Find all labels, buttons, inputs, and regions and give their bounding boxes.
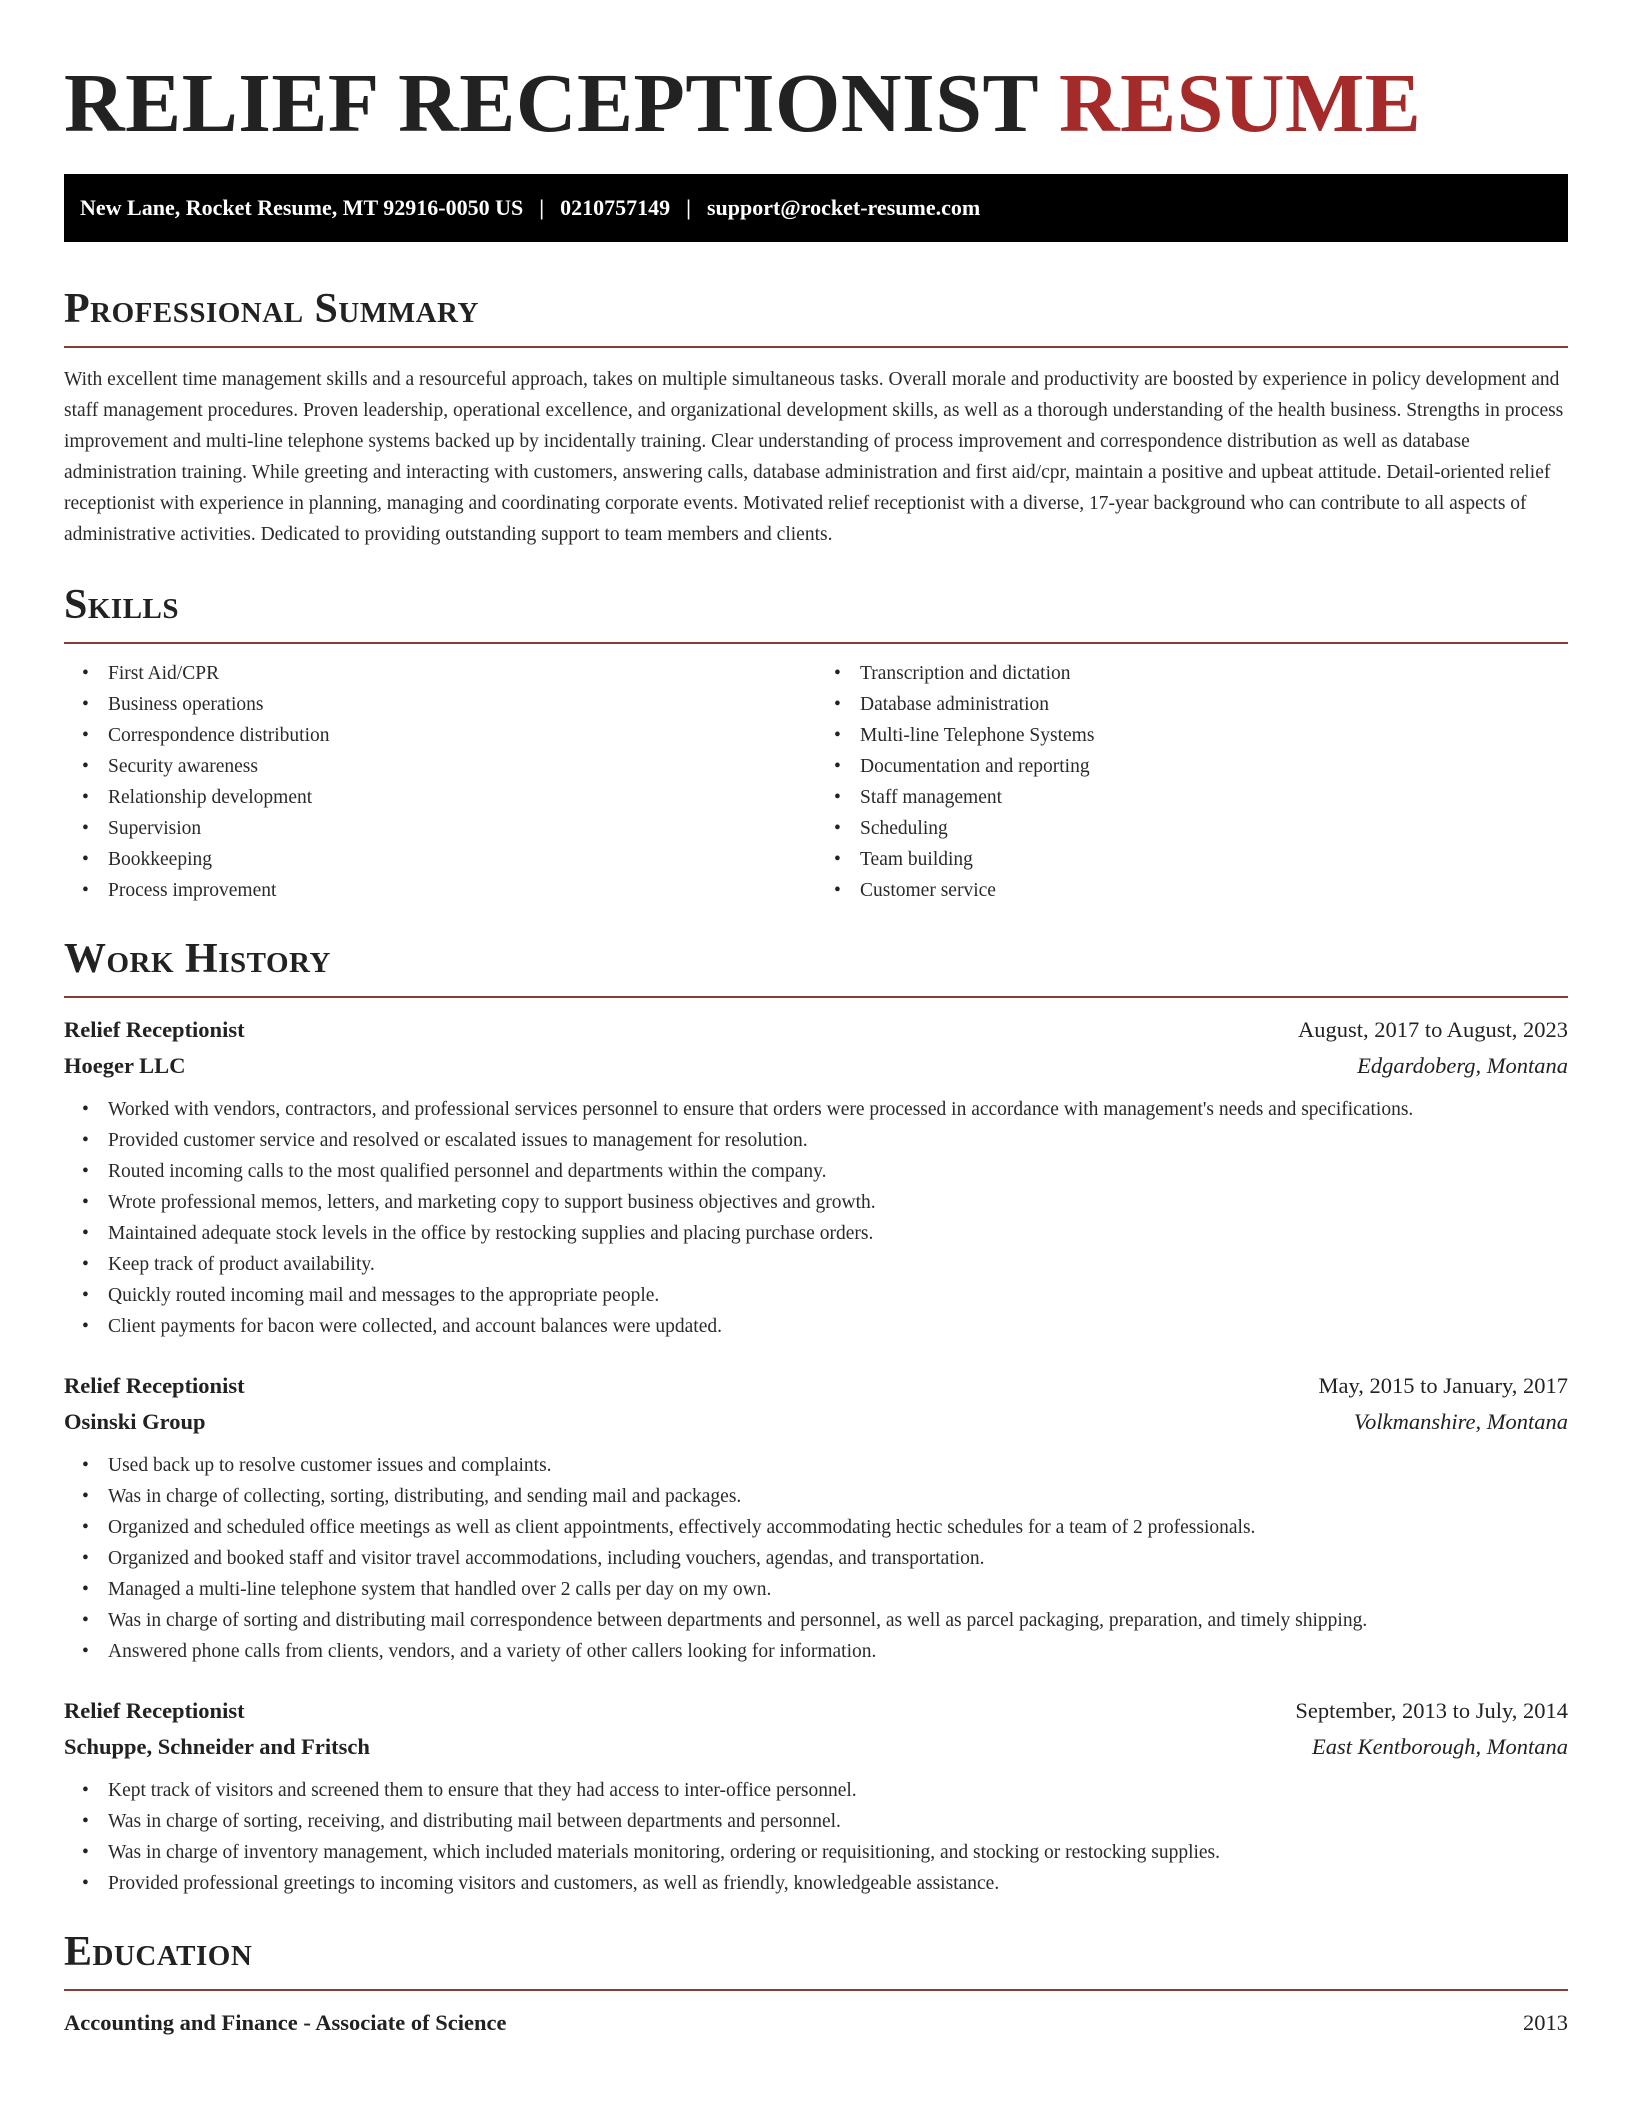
- skill-item: • Supervision: [108, 813, 816, 844]
- job-company: Hoeger LLC: [64, 1053, 186, 1078]
- job-entry: [64, 1693, 1568, 1899]
- contact-bar: [64, 174, 1568, 242]
- contact-separator: |: [539, 195, 545, 220]
- job-dates: August, 2017 to August, 2023: [1297, 1017, 1568, 1042]
- skills-list-left: [64, 658, 816, 906]
- skill-item: • Documentation and reporting: [860, 751, 1568, 782]
- job-bullets: [64, 1094, 1568, 1342]
- job-bullet: • Keep track of product availability.: [108, 1249, 1568, 1280]
- skill-item: • Team building: [860, 844, 1568, 875]
- resume-title-main: RELIEF RECEPTIONIST: [64, 57, 1038, 150]
- job-location: Volkmanshire, Montana: [1353, 1409, 1568, 1434]
- job-entry: [64, 1012, 1568, 1342]
- summary-text: With excellent time management skills and a resourceful approach, takes on multiple simultaneous tasks. Overall morale and productivity are boosted by experience in policy development and staff management procedures. Proven leadership, operational excellence, and organizational development skills, as well as a thorough understanding of the health business. Strengths in process improvement and multi-line telephone systems backed up by incidentally training. Clear understanding of process improvement and correspondence distribution as well as database administration training. While greeting and interacting with customers, answering calls, database administration and first aid/cpr, maintain a positive and upbeat attitude. Detail-oriented relief receptionist with experience in planning, managing and coordinating corporate events. Motivated relief receptionist with a diverse, 17-year background who can contribute to all aspects of administrative activities. Dedicated to providing outstanding support to team members and clients.: [64, 369, 1564, 545]
- skill-item: • Correspondence distribution: [108, 720, 816, 751]
- job-bullet: • Wrote professional memos, letters, and marketing copy to support business objectives and growth.: [108, 1187, 1568, 1218]
- job-bullet: • Organized and scheduled office meetings as well as client appointments, effectively accommodating hectic schedules for a team of 2 professionals.: [108, 1512, 1568, 1543]
- skills-columns: [64, 658, 1568, 906]
- skill-item: • Multi-line Telephone Systems: [860, 720, 1568, 751]
- education-row: [64, 2005, 1568, 2041]
- skill-item: • Relationship development: [108, 782, 816, 813]
- job-bullet: • Was in charge of sorting, receiving, and distributing mail between departments and personnel.: [108, 1806, 1568, 1837]
- job-company-row: [64, 1404, 1568, 1440]
- work-history-section: [64, 934, 1568, 1899]
- summary-section: [64, 284, 1568, 550]
- education-section: [64, 1927, 1568, 2041]
- job-bullet: • Was in charge of sorting and distributing mail correspondence between departments and personnel, as well as parcel packaging, preparation, and timely shipping.: [108, 1605, 1568, 1636]
- job-company: Schuppe, Schneider and Fritsch: [64, 1734, 370, 1759]
- summary-heading: Professional Summary: [64, 286, 479, 332]
- skill-item: • Process improvement: [108, 875, 816, 906]
- job-bullet: • Client payments for bacon were collected, and account balances were updated.: [108, 1311, 1568, 1342]
- job-company-row: [64, 1729, 1568, 1765]
- skill-item: • Bookkeeping: [108, 844, 816, 875]
- job-company: Osinski Group: [64, 1409, 206, 1434]
- job-company-row: [64, 1048, 1568, 1084]
- job-bullet: • Provided professional greetings to incoming visitors and customers, as well as friendly, knowledgeable assistance.: [108, 1868, 1568, 1899]
- skill-item: • Customer service: [860, 875, 1568, 906]
- skill-item: • Scheduling: [860, 813, 1568, 844]
- skills-heading: Skills: [64, 582, 180, 628]
- contact-email: support@rocket-resume.com: [706, 195, 981, 220]
- job-bullet: • Was in charge of inventory management, which included materials monitoring, ordering or requisitioning, and stocking or restocking supplies.: [108, 1837, 1568, 1868]
- job-header-row: [64, 1012, 1568, 1048]
- job-bullet: • Organized and booked staff and visitor travel accommodations, including vouchers, agendas, and transportation.: [108, 1543, 1568, 1574]
- skills-list-right: [816, 658, 1568, 906]
- job-bullet: • Quickly routed incoming mail and messages to the appropriate people.: [108, 1280, 1568, 1311]
- skill-item: • Security awareness: [108, 751, 816, 782]
- job-header-row: [64, 1368, 1568, 1404]
- job-bullet: • Worked with vendors, contractors, and professional services personnel to ensure that orders were processed in accordance with management's needs and specifications.: [108, 1094, 1568, 1125]
- education-heading: Education: [64, 1929, 253, 1975]
- skill-item: • First Aid/CPR: [108, 658, 816, 689]
- job-bullet: • Used back up to resolve customer issues and complaints.: [108, 1450, 1568, 1481]
- job-header-row: [64, 1693, 1568, 1729]
- skill-item: • Transcription and dictation: [860, 658, 1568, 689]
- job-bullets: [64, 1775, 1568, 1899]
- section-divider: [64, 346, 1568, 348]
- job-bullet: • Routed incoming calls to the most qualified personnel and departments within the company.: [108, 1156, 1568, 1187]
- contact-address: New Lane, Rocket Resume, MT 92916-0050 US: [80, 195, 524, 220]
- job-bullets: [64, 1450, 1568, 1667]
- job-bullet: • Maintained adequate stock levels in the office by restocking supplies and placing purchase orders.: [108, 1218, 1568, 1249]
- skills-section: [64, 580, 1568, 906]
- job-title: Relief Receptionist: [64, 1373, 245, 1398]
- job-dates: May, 2015 to January, 2017: [1318, 1373, 1568, 1398]
- job-title: Relief Receptionist: [64, 1017, 245, 1042]
- work-history-heading: Work History: [64, 936, 331, 982]
- resume-content: [64, 56, 1568, 2041]
- job-bullet: • Managed a multi-line telephone system that handled over 2 calls per day on my own.: [108, 1574, 1568, 1605]
- skill-item: • Database administration: [860, 689, 1568, 720]
- section-divider: [64, 642, 1568, 644]
- section-divider: [64, 1989, 1568, 1991]
- section-divider: [64, 996, 1568, 998]
- resume-title-accent: RESUME: [1058, 57, 1422, 150]
- job-location: Edgardoberg, Montana: [1357, 1053, 1568, 1078]
- job-bullet: • Provided customer service and resolved or escalated issues to management for resolution.: [108, 1125, 1568, 1156]
- skill-item: • Staff management: [860, 782, 1568, 813]
- job-bullet: • Was in charge of collecting, sorting, distributing, and sending mail and packages.: [108, 1481, 1568, 1512]
- resume-title: [64, 56, 1568, 152]
- job-entry: [64, 1368, 1568, 1667]
- job-dates: September, 2013 to July, 2014: [1295, 1698, 1568, 1723]
- skill-item: • Business operations: [108, 689, 816, 720]
- education-year: 2013: [1523, 2010, 1568, 2035]
- education-degree: Accounting and Finance - Associate of Science: [64, 2010, 507, 2035]
- contact-separator: |: [686, 195, 691, 220]
- job-location: East Kentborough, Montana: [1311, 1734, 1568, 1759]
- job-bullet: • Kept track of visitors and screened them to ensure that they had access to inter-office personnel.: [108, 1775, 1568, 1806]
- contact-phone: 0210757149: [560, 195, 671, 220]
- job-bullet: • Answered phone calls from clients, vendors, and a variety of other callers looking for information.: [108, 1636, 1568, 1667]
- job-title: Relief Receptionist: [64, 1698, 245, 1723]
